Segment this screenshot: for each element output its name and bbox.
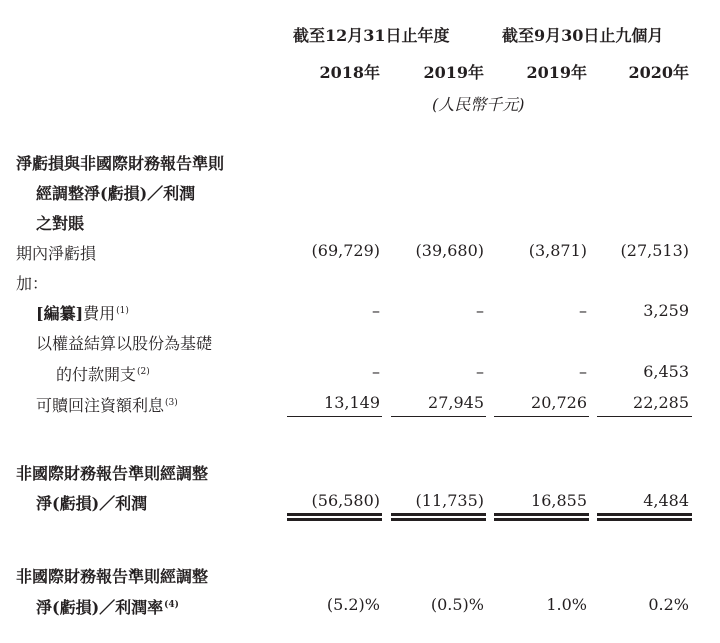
row-share-based-label-line1: 以權益結算以股份為基礎 [36, 334, 213, 353]
section-title-line2: 經調整淨(虧損)／利潤 [36, 184, 196, 203]
redeemable-label-text: 可贖回注資額利息 [36, 396, 165, 415]
header-year-2019: 2019年 [423, 63, 484, 82]
row-net-loss-label: 期內淨虧損 [16, 244, 97, 263]
total-rule-bottom-2020-nine [597, 518, 692, 521]
subtotal-rule-2020-nine [597, 416, 692, 417]
share-based-label-text: 的付款開支 [56, 365, 137, 384]
redacted-2019-nine: – [579, 301, 587, 320]
row-redacted-label [36, 301, 129, 324]
share-based-2019: – [476, 362, 484, 381]
redacted-2018: – [372, 301, 380, 320]
redacted-2020-nine: 3,259 [643, 301, 689, 320]
adjusted-rate-2018: (5.2)% [326, 595, 380, 614]
share-based-2019-nine: – [579, 362, 587, 381]
total-rule-top-2018 [287, 513, 382, 516]
adjusted-label-line2: 淨(虧損)／利潤 [36, 494, 148, 513]
header-year-group: 截至12月31日止年度 [293, 26, 450, 45]
footnote-1: (1) [116, 305, 129, 316]
subtotal-rule-2018 [287, 416, 382, 417]
adjusted-2020-nine: 4,484 [643, 491, 689, 510]
adjusted-rate-2019-nine: 1.0% [546, 595, 587, 614]
footnote-2: (2) [137, 366, 150, 377]
row-share-based-label-line2 [56, 362, 150, 385]
redeemable-2018: 13,149 [324, 393, 380, 412]
adjusted-label-line1: 非國際財務報告準則經調整 [16, 464, 209, 483]
redeemable-2019-nine: 20,726 [531, 393, 587, 412]
total-rule-bottom-2018 [287, 518, 382, 521]
header-nine-months-group: 截至9月30日止九個月 [502, 26, 664, 45]
net-loss-2019-nine: (3,871) [528, 241, 587, 260]
adjusted-rate-label-line2 [36, 595, 179, 618]
total-rule-bottom-2019-nine [494, 518, 589, 521]
net-loss-2018: (69,729) [311, 241, 380, 260]
header-year-2020: 2020年 [628, 63, 689, 82]
section-title-line1: 淨虧損與非國際財務報告準則 [16, 154, 225, 173]
total-rule-top-2019 [391, 513, 486, 516]
adjusted-2019: (11,735) [415, 491, 484, 510]
row-add-label: 加： [16, 274, 49, 293]
total-rule-top-2019-nine [494, 513, 589, 516]
redacted-bracket-text: [編纂] [36, 304, 84, 323]
redeemable-2019: 27,945 [428, 393, 484, 412]
net-loss-2020-nine: (27,513) [620, 241, 689, 260]
redeemable-2020-nine: 22,285 [633, 393, 689, 412]
footnote-3: (3) [165, 397, 178, 408]
row-redeemable-label [36, 393, 178, 416]
subtotal-rule-2019-nine [494, 416, 589, 417]
adjusted-rate-2019: (0.5)% [430, 595, 484, 614]
adjusted-2018: (56,580) [311, 491, 380, 510]
adjusted-rate-label-text: 淨(虧損)／利潤率 [36, 598, 164, 617]
total-rule-top-2020-nine [597, 513, 692, 516]
redacted-2019: – [476, 301, 484, 320]
subtotal-rule-2019 [391, 416, 486, 417]
adjusted-2019-nine: 16,855 [531, 491, 587, 510]
header-year-2018: 2018年 [319, 63, 380, 82]
share-based-2018: – [372, 362, 380, 381]
footnote-4: (4) [164, 599, 179, 610]
section-title-line3: 之對賬 [36, 214, 85, 233]
net-loss-2019: (39,680) [415, 241, 484, 260]
total-rule-bottom-2019 [391, 518, 486, 521]
unit-label: (人民幣千元) [432, 95, 525, 114]
redacted-rest-text: 費用 [83, 304, 116, 323]
adjusted-rate-label-line1: 非國際財務報告準則經調整 [16, 567, 209, 586]
header-year-2019-nine: 2019年 [526, 63, 587, 82]
share-based-2020-nine: 6,453 [643, 362, 689, 381]
adjusted-rate-2020-nine: 0.2% [648, 595, 689, 614]
